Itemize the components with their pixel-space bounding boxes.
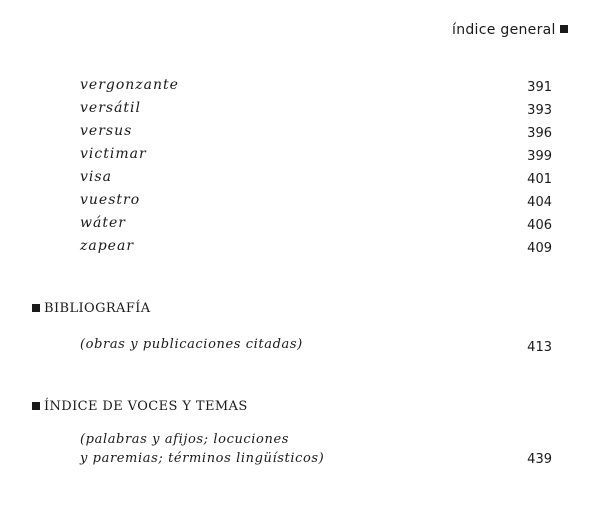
section-description-line: (palabras y afijos; locuciones: [80, 432, 290, 447]
square-bullet-icon: [32, 402, 40, 410]
index-entry[interactable]: [80, 122, 552, 145]
running-header-title: índice general: [452, 22, 556, 38]
square-bullet-icon: [32, 304, 40, 312]
running-header: [452, 22, 568, 38]
section-description: (obras y publicaciones citadas): [80, 337, 303, 352]
index-entry-page: 396: [527, 126, 552, 141]
index-entry-term: versátil: [80, 100, 141, 116]
index-entry[interactable]: [80, 145, 552, 168]
section-heading-bibliografia[interactable]: [32, 301, 151, 316]
section-page-number: 413: [527, 340, 552, 355]
index-entry-term: versus: [80, 123, 133, 139]
index-entry-term: zapear: [80, 238, 135, 254]
section-description-line: y paremias; términos lingüísticos): [80, 451, 325, 466]
index-entry-page: 399: [527, 149, 552, 164]
index-entry[interactable]: [80, 99, 552, 122]
index-entry[interactable]: [80, 191, 552, 214]
index-entry[interactable]: [80, 214, 552, 237]
index-entry[interactable]: [80, 168, 552, 191]
section-heading-label: ÍNDICE DE VOCES Y TEMAS: [44, 399, 248, 414]
index-entry-page: 404: [527, 195, 552, 210]
index-entry-term: vuestro: [80, 192, 141, 208]
index-entry-page: 393: [527, 103, 552, 118]
section-heading-indice-de-voces[interactable]: [32, 399, 248, 414]
index-entry[interactable]: [80, 76, 552, 99]
index-entry-list: [80, 76, 552, 260]
index-entry[interactable]: [80, 237, 552, 260]
index-entry-term: visa: [80, 169, 112, 185]
square-bullet-icon: [560, 25, 568, 33]
index-entry-page: 401: [527, 172, 552, 187]
section-heading-label: BIBLIOGRAFÍA: [44, 301, 151, 316]
index-entry-page: 391: [527, 80, 552, 95]
index-entry-term: victimar: [80, 146, 147, 162]
index-entry-page: 406: [527, 218, 552, 233]
section-page-number: 439: [527, 452, 552, 467]
index-entry-term: wáter: [80, 215, 126, 231]
index-entry-page: 409: [527, 241, 552, 256]
index-entry-term: vergonzante: [80, 77, 179, 93]
